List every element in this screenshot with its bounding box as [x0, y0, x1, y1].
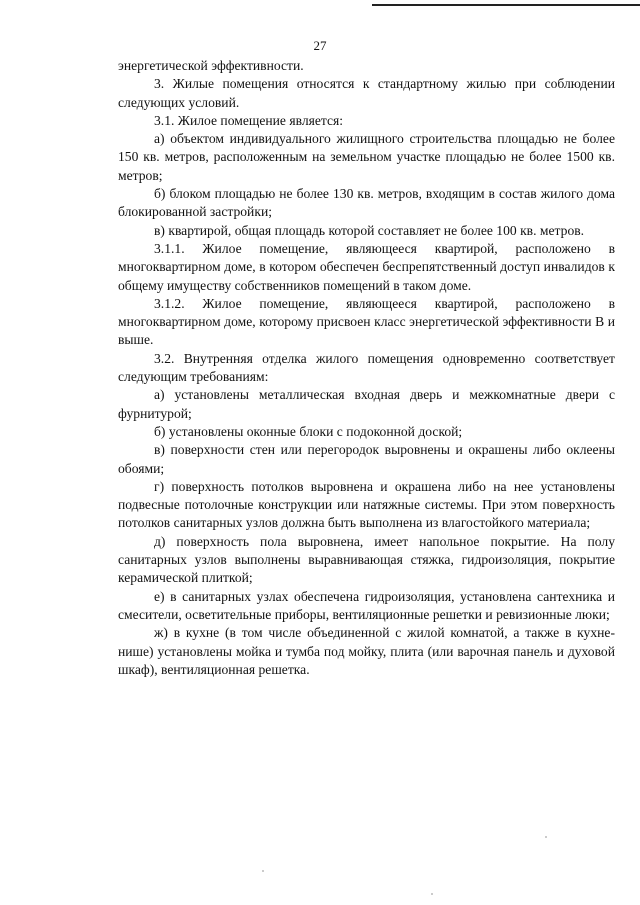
paragraph-finish-e: е) в санитарных узлах обеспечена гидроизоляция, установлена сантехника и смесители, осветительные приборы, вентиляционные решетки и ревизионные люки;	[118, 588, 615, 622]
page-number: 27	[313, 38, 327, 53]
paragraph-item-a: а) объектом индивидуального жилищного строительства площадью не более 150 кв. метров, расположенным на земельном участке площадью не более 1500 кв. метров;	[118, 131, 615, 183]
scan-speck	[431, 893, 433, 895]
paragraph-finish-v: в) поверхности стен или перегородок выровнены и окрашены либо оклеены обоями;	[118, 442, 615, 476]
paragraph-clause-3-1: 3.1. Жилое помещение является:	[154, 112, 344, 128]
scan-speck	[262, 870, 264, 872]
paragraph-clause-3: 3. Жилые помещения относятся к стандартному жилью при соблюдении следующих условий.	[118, 76, 615, 110]
paragraph-item-b: б) блоком площадью не более 130 кв. метров, входящим в состав жилого дома блокированной застройки;	[118, 186, 615, 220]
scan-speck	[545, 836, 547, 838]
paragraph-item-v: в) квартирой, общая площадь которой составляет не более 100 кв. метров.	[154, 222, 585, 238]
paragraph-finish-zh: ж) в кухне (в том числе объединенной с жилой комнатой, а также в кухне-нише) установлены мойка и тумба под мойку, плита (или варочная панель и духовой шкаф), вентиляционная решетка.	[118, 625, 615, 677]
paragraph-finish-b: б) установлены оконные блоки с подоконной доской;	[154, 423, 463, 439]
paragraph-clause-3-1-1: 3.1.1. Жилое помещение, являющееся квартирой, расположено в многоквартирном доме, в котором обеспечен беспрепятственный доступ инвалидов к общему имуществу собственников помещений в таком доме.	[118, 240, 615, 293]
paragraph-continuation: энергетической эффективности.	[118, 58, 304, 73]
paragraph-finish-g: г) поверхность потолков выровнена и окрашена либо на нее установлены подвесные потолочные конструкции или натяжные системы. При этом поверхность потолков санитарных узлов должна быть выполнена из влагостойкого материала;	[118, 478, 615, 531]
scan-edge-line	[372, 4, 640, 6]
document-body	[118, 57, 615, 679]
paragraph-clause-3-2: 3.2. Внутренняя отделка жилого помещения одновременно соответствует следующим требованиям:	[118, 350, 615, 385]
paragraph-finish-d: д) поверхность пола выровнена, имеет напольное покрытие. На полу санитарных узлов выполнены выравнивающая стяжка, гидроизоляция, покрытие керамической плиткой;	[118, 533, 615, 586]
paragraph-finish-a: а) установлены металлическая входная дверь и межкомнатные двери с фурнитурой;	[118, 387, 615, 421]
paragraph-clause-3-1-2: 3.1.2. Жилое помещение, являющееся квартирой, расположено в многоквартирном доме, которому присвоен класс энергетической эффективности В и выше.	[118, 295, 615, 348]
